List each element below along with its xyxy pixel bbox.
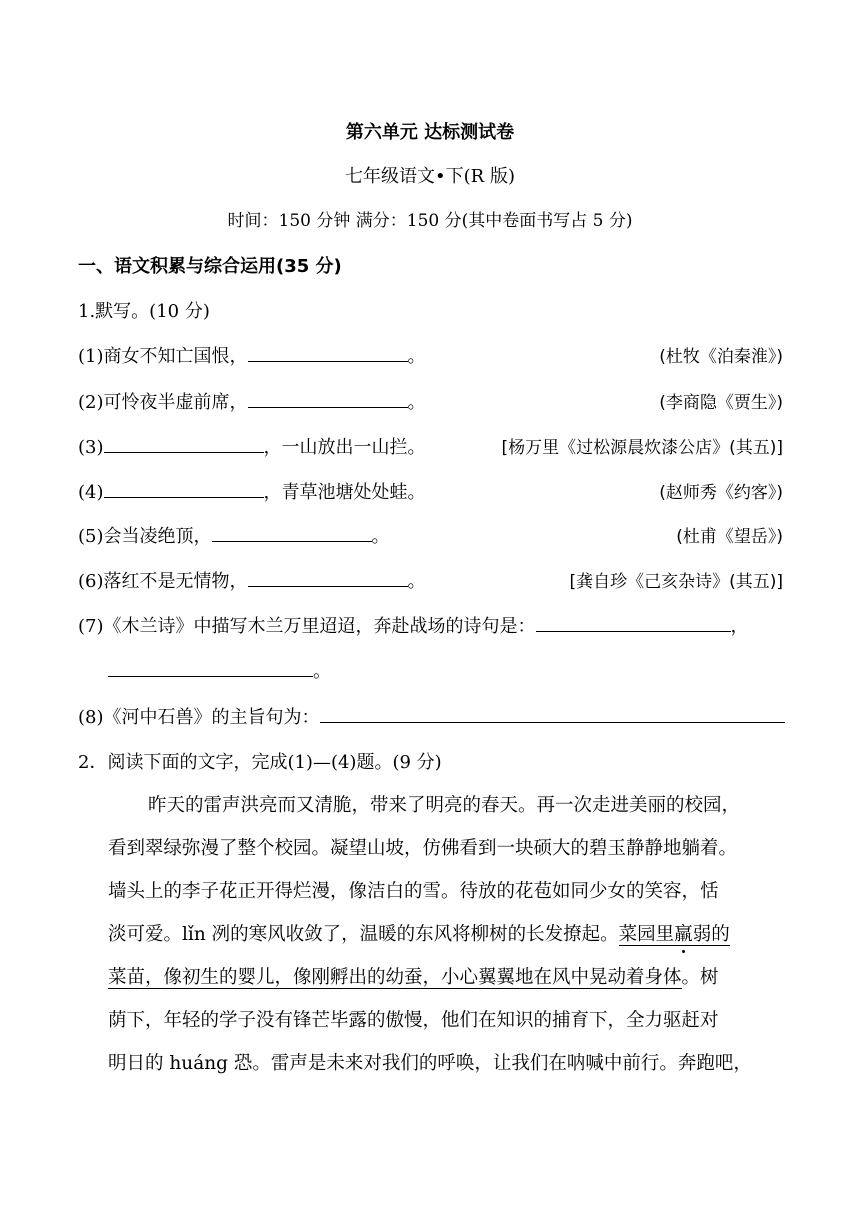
question-2-stem: 2．阅读下面的文字，完成(1)—(4)题。(9 分) (78, 752, 442, 773)
passage-text: 菜园里 (618, 924, 675, 945)
item-source: (赵师秀《约客》) (659, 483, 783, 503)
pinyin-huang: huáng (169, 1053, 229, 1074)
answer-blank[interactable] (248, 389, 408, 408)
item-source: (杜牧《泊秦淮》) (659, 347, 783, 367)
question-1-item-7-cont (108, 657, 508, 683)
question-1-stem: 1.默写。(10 分) (78, 301, 210, 322)
question-1-item-3 (78, 433, 783, 459)
exam-title: 第六单元 达标测试卷 (345, 122, 515, 143)
item-text-before: (6)落红不是无情物， (78, 571, 248, 592)
answer-blank[interactable] (248, 568, 408, 587)
underlined-sentence: 菜苗，像初生的婴儿，像刚孵出的幼蚕，小心翼翼地在风中晃动着身体 (108, 967, 682, 988)
item-text-after: 。 (371, 526, 390, 547)
passage-text: 弱的 (692, 924, 730, 945)
passage-text: 。树 (681, 967, 719, 988)
answer-blank[interactable] (104, 479, 264, 498)
question-1-item-5 (78, 522, 783, 548)
item-text-after: ，一山放出一山拦。 (263, 437, 426, 458)
item-text-before: (3) (78, 437, 104, 458)
section-heading: 一、语文积累与综合运用(35 分) (78, 256, 342, 277)
item-text-before: (7)《木兰诗》中描写木兰万里迢迢，奔赴战场的诗句是： (78, 616, 536, 637)
exam-subtitle: 七年级语文•下(R 版) (345, 166, 515, 187)
item-text-after: 。 (407, 571, 426, 592)
item-text-after: 。 (407, 392, 426, 413)
question-1-item-1 (78, 342, 783, 368)
answer-blank[interactable] (248, 343, 408, 362)
question-1-item-2 (78, 388, 783, 414)
passage-text: 淡可爱。 (108, 924, 183, 945)
answer-blank[interactable] (212, 523, 372, 542)
question-1-item-7 (78, 612, 783, 638)
item-source: (杜甫《望岳》) (676, 527, 783, 547)
pinyin-lin: lǐn (182, 924, 206, 945)
passage-line (108, 913, 784, 956)
answer-blank[interactable] (104, 434, 264, 453)
item-text-before: (1)商女不知亡国恨， (78, 346, 248, 367)
passage-line: 看到翠绿弥漫了整个校园。凝望山坡，仿佛看到一块硕大的碧玉静静地躺着。 (108, 838, 738, 859)
passage-line (108, 1042, 784, 1085)
underlined-sentence (619, 924, 730, 946)
passage-line: 荫下，年轻的学子没有锋芒毕露的傲慢，他们在知识的捕育下，全力驱赶对 (108, 1010, 719, 1031)
passage-line: 墙头上的李子花正开得烂漫，像洁白的雪。待放的花苞如同少女的笑容，恬 (108, 881, 719, 902)
passage-line: 昨天的雷声洪亮而又清脆，带来了明亮的春天。再一次走进美丽的校园， (148, 795, 741, 816)
item-text-before: (5)会当凌绝顶， (78, 526, 212, 547)
item-text-before: (8)《河中石兽》的主旨句为： (78, 707, 320, 728)
question-1-item-4 (78, 478, 783, 504)
item-comma: ， (730, 616, 749, 637)
question-1-item-8 (78, 703, 783, 729)
answer-blank[interactable] (536, 613, 731, 632)
question-1-item-6 (78, 567, 783, 593)
passage-text: 明日的 (108, 1053, 170, 1074)
item-source: [杨万里《过松源晨炊漆公店》(其五)] (501, 438, 783, 458)
item-text-after: 。 (313, 661, 331, 682)
passage-text: 恐。雷声是未来对我们的呼唤，让我们在呐喊中前行。奔跑吧， (228, 1053, 752, 1074)
item-source: (李商隐《贾生》) (659, 393, 783, 413)
exam-time-info: 时间：150 分钟 满分：150 分(其中卷面书写占 5 分) (227, 211, 633, 231)
answer-blank[interactable] (320, 704, 785, 723)
passage-text: 冽的寒风收敛了，温暖的东风将柳树的长发撩起。 (205, 924, 619, 945)
item-text-after: 。 (407, 346, 426, 367)
dotted-character: 羸 (674, 924, 693, 945)
item-text-before: (4) (78, 482, 104, 503)
item-text-after: ，青草池塘处处蛙。 (263, 482, 426, 503)
answer-blank[interactable] (108, 658, 313, 677)
item-source: [龚自珍《己亥杂诗》(其五)] (569, 572, 783, 592)
item-text-before: (2)可怜夜半虚前席， (78, 392, 248, 413)
passage-line (108, 956, 784, 999)
